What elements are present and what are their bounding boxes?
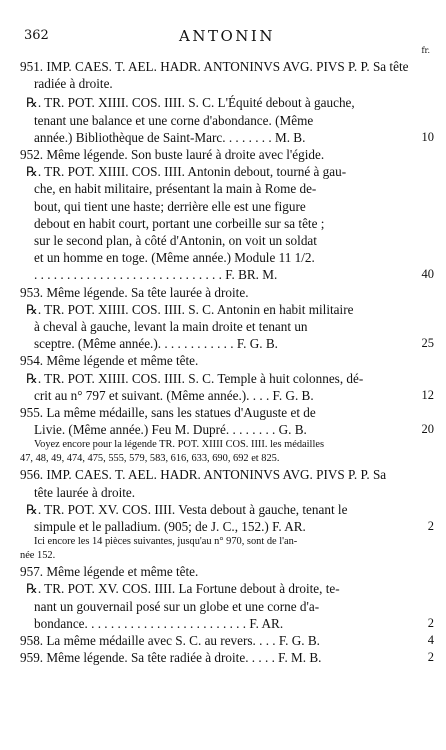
catalog-line (20, 370, 412, 387)
catalog-line-text: ℞. TR. POT. XV. COS. IIII. La Fortune debout à droite, te- (26, 581, 340, 597)
note-line (20, 438, 412, 452)
catalog-line-text: tenant une balance et une corne d'abondance. (Même (34, 112, 314, 128)
catalog-line (20, 387, 434, 404)
catalog-line-text: radiée à droite. (34, 76, 113, 92)
catalog-line (20, 632, 434, 649)
coin-value: 2 (427, 615, 434, 630)
coin-value: 2 (427, 650, 434, 665)
catalog-line (20, 518, 434, 535)
catalog-line-text: sceptre. (Même année.). . . . . . . . . . . . F. G. B. (34, 336, 278, 352)
catalog-line (20, 249, 412, 266)
catalog-line-text: 952. Même légende. Son buste lauré à droite avec l'égide. (20, 147, 325, 163)
catalog-line (20, 301, 412, 318)
catalog-line (20, 266, 434, 283)
catalog-line-text: 955. La même médaille, sans les statues d'Auguste et de (20, 405, 316, 421)
catalog-line (20, 215, 412, 232)
coin-value: 10 (421, 129, 434, 144)
catalog-line-text: bondance. . . . . . . . . . . . . . . . . . . . . . . . . F. AR. (34, 615, 284, 631)
catalog-line-text: . . . . . . . . . . . . . . . . . . . . . . . . . . . . . F. BR. M. (34, 267, 278, 283)
catalog-line (20, 75, 412, 92)
catalog-line-text: simpule et le palladium. (905; de J. C., 152.) F. AR. (34, 519, 306, 535)
coin-value: 25 (421, 336, 434, 351)
coin-value: 20 (421, 422, 434, 437)
catalog-line-text: bout, qui tient une haste; derrière elle est une figure (34, 198, 306, 214)
catalog-line-text: ℞. TR. POT. XV. COS. IIII. Vesta debout à gauche, tenant le (26, 501, 348, 517)
catalog-line (20, 129, 434, 146)
catalog-line-text: 957. Même légende et même tête. (20, 564, 199, 580)
note-line-text: Voyez encore pour la légende TR. POT. XIIII COS. IIII. les médailles (34, 439, 324, 451)
note-line (20, 549, 412, 563)
catalog-line (20, 163, 412, 180)
catalog-line-text: sur le second plan, à côté d'Antonin, on voit un soldat (34, 233, 317, 249)
catalog-line (20, 563, 412, 580)
catalog-line-text: debout en habit court, portant une corbeille sur sa tête ; (34, 215, 325, 231)
catalog-line (20, 232, 412, 249)
page-title: ANTONIN (179, 27, 275, 45)
catalog-line (20, 649, 434, 666)
note-line-text: 47, 48, 49, 474, 475, 555, 579, 583, 616, 633, 690, 692 et 825. (20, 453, 280, 465)
catalog-line (20, 352, 412, 369)
catalog-line-text: à cheval à gauche, levant la main droite et tenant un (34, 319, 308, 335)
coin-value: 40 (421, 267, 434, 282)
catalog-line-text: et un homme en toge. (Même année.) Module 11 1/2. (34, 250, 315, 266)
catalog-line-text: 953. Même légende. Sa tête laurée à droite. (20, 284, 249, 300)
note-line (20, 452, 412, 466)
catalog-line (20, 112, 412, 129)
catalog-line-text: che, en habit militaire, présentant la main à Rome de- (34, 181, 317, 197)
catalog-line (20, 58, 412, 75)
catalog-line (20, 466, 412, 483)
catalog-line-text: ℞. TR. POT. XIIII. COS. IIII. Antonin debout, tourné à gau- (26, 164, 347, 180)
catalog-line (20, 284, 412, 301)
catalog-line (20, 404, 412, 421)
note-line-text: née 152. (20, 550, 56, 562)
catalog-line (20, 335, 434, 352)
catalog-body (20, 58, 434, 667)
catalog-line-text: nant un gouvernail posé sur un globe et une corne d'a- (34, 598, 320, 614)
catalog-line (20, 180, 412, 197)
catalog-line-text: 951. IMP. CAES. T. AEL. HADR. ANTONINVS AVG. PIVS P. P. Sa tête (20, 59, 409, 74)
note-line (20, 535, 412, 549)
catalog-line (20, 318, 412, 335)
catalog-line (20, 484, 412, 501)
catalog-line (20, 501, 412, 518)
catalog-line-text: crit au n° 797 et suivant. (Même année.). . . . F. G. B. (34, 387, 314, 403)
catalog-line-text: année.) Bibliothèque de Saint-Marc. . . . . . . . M. B. (34, 129, 306, 145)
catalog-line-text: Livie. (Même année.) Feu M. Dupré. . . . . . . . G. B. (34, 422, 307, 438)
catalog-line (20, 421, 434, 438)
catalog-line (20, 580, 412, 597)
coin-value: 4 (427, 633, 434, 648)
catalog-line-text: ℞. TR. POT. XIIII. COS. IIII. S. C. Temple à huit colonnes, dé- (26, 370, 364, 386)
catalog-line (20, 598, 412, 615)
catalog-line-text: 954. Même légende et même tête. (20, 353, 199, 369)
catalog-line-text: ℞. TR. POT. XIIII. COS. IIII. S. C. L'Équité debout à gauche, (26, 95, 355, 111)
catalog-line (20, 146, 412, 163)
catalog-line-text: 956. IMP. CAES. T. AEL. HADR. ANTONINVS AVG. PIVS P. P. Sa (20, 467, 387, 483)
catalog-line-text: 958. La même médaille avec S. C. au revers. . . . F. G. B. (20, 633, 320, 649)
page-number: 362 (24, 28, 49, 43)
coin-value: 2 (427, 519, 434, 534)
coin-value: 12 (421, 387, 434, 402)
catalog-line (20, 615, 434, 632)
catalog-line (20, 94, 412, 111)
running-header (24, 27, 430, 55)
value-unit-label: fr. (421, 46, 430, 55)
catalog-line (20, 198, 412, 215)
note-line-text: Ici encore les 14 pièces suivantes, jusqu'au n° 970, sont de l'an- (34, 536, 298, 548)
catalog-line-text: ℞. TR. POT. XIIII. COS. IIII. S. C. Antonin en habit militaire (26, 301, 354, 317)
catalog-line-text: 959. Même légende. Sa tête radiée à droite. . . . . F. M. B. (20, 650, 322, 666)
catalog-line-text: tête laurée à droite. (34, 484, 136, 500)
